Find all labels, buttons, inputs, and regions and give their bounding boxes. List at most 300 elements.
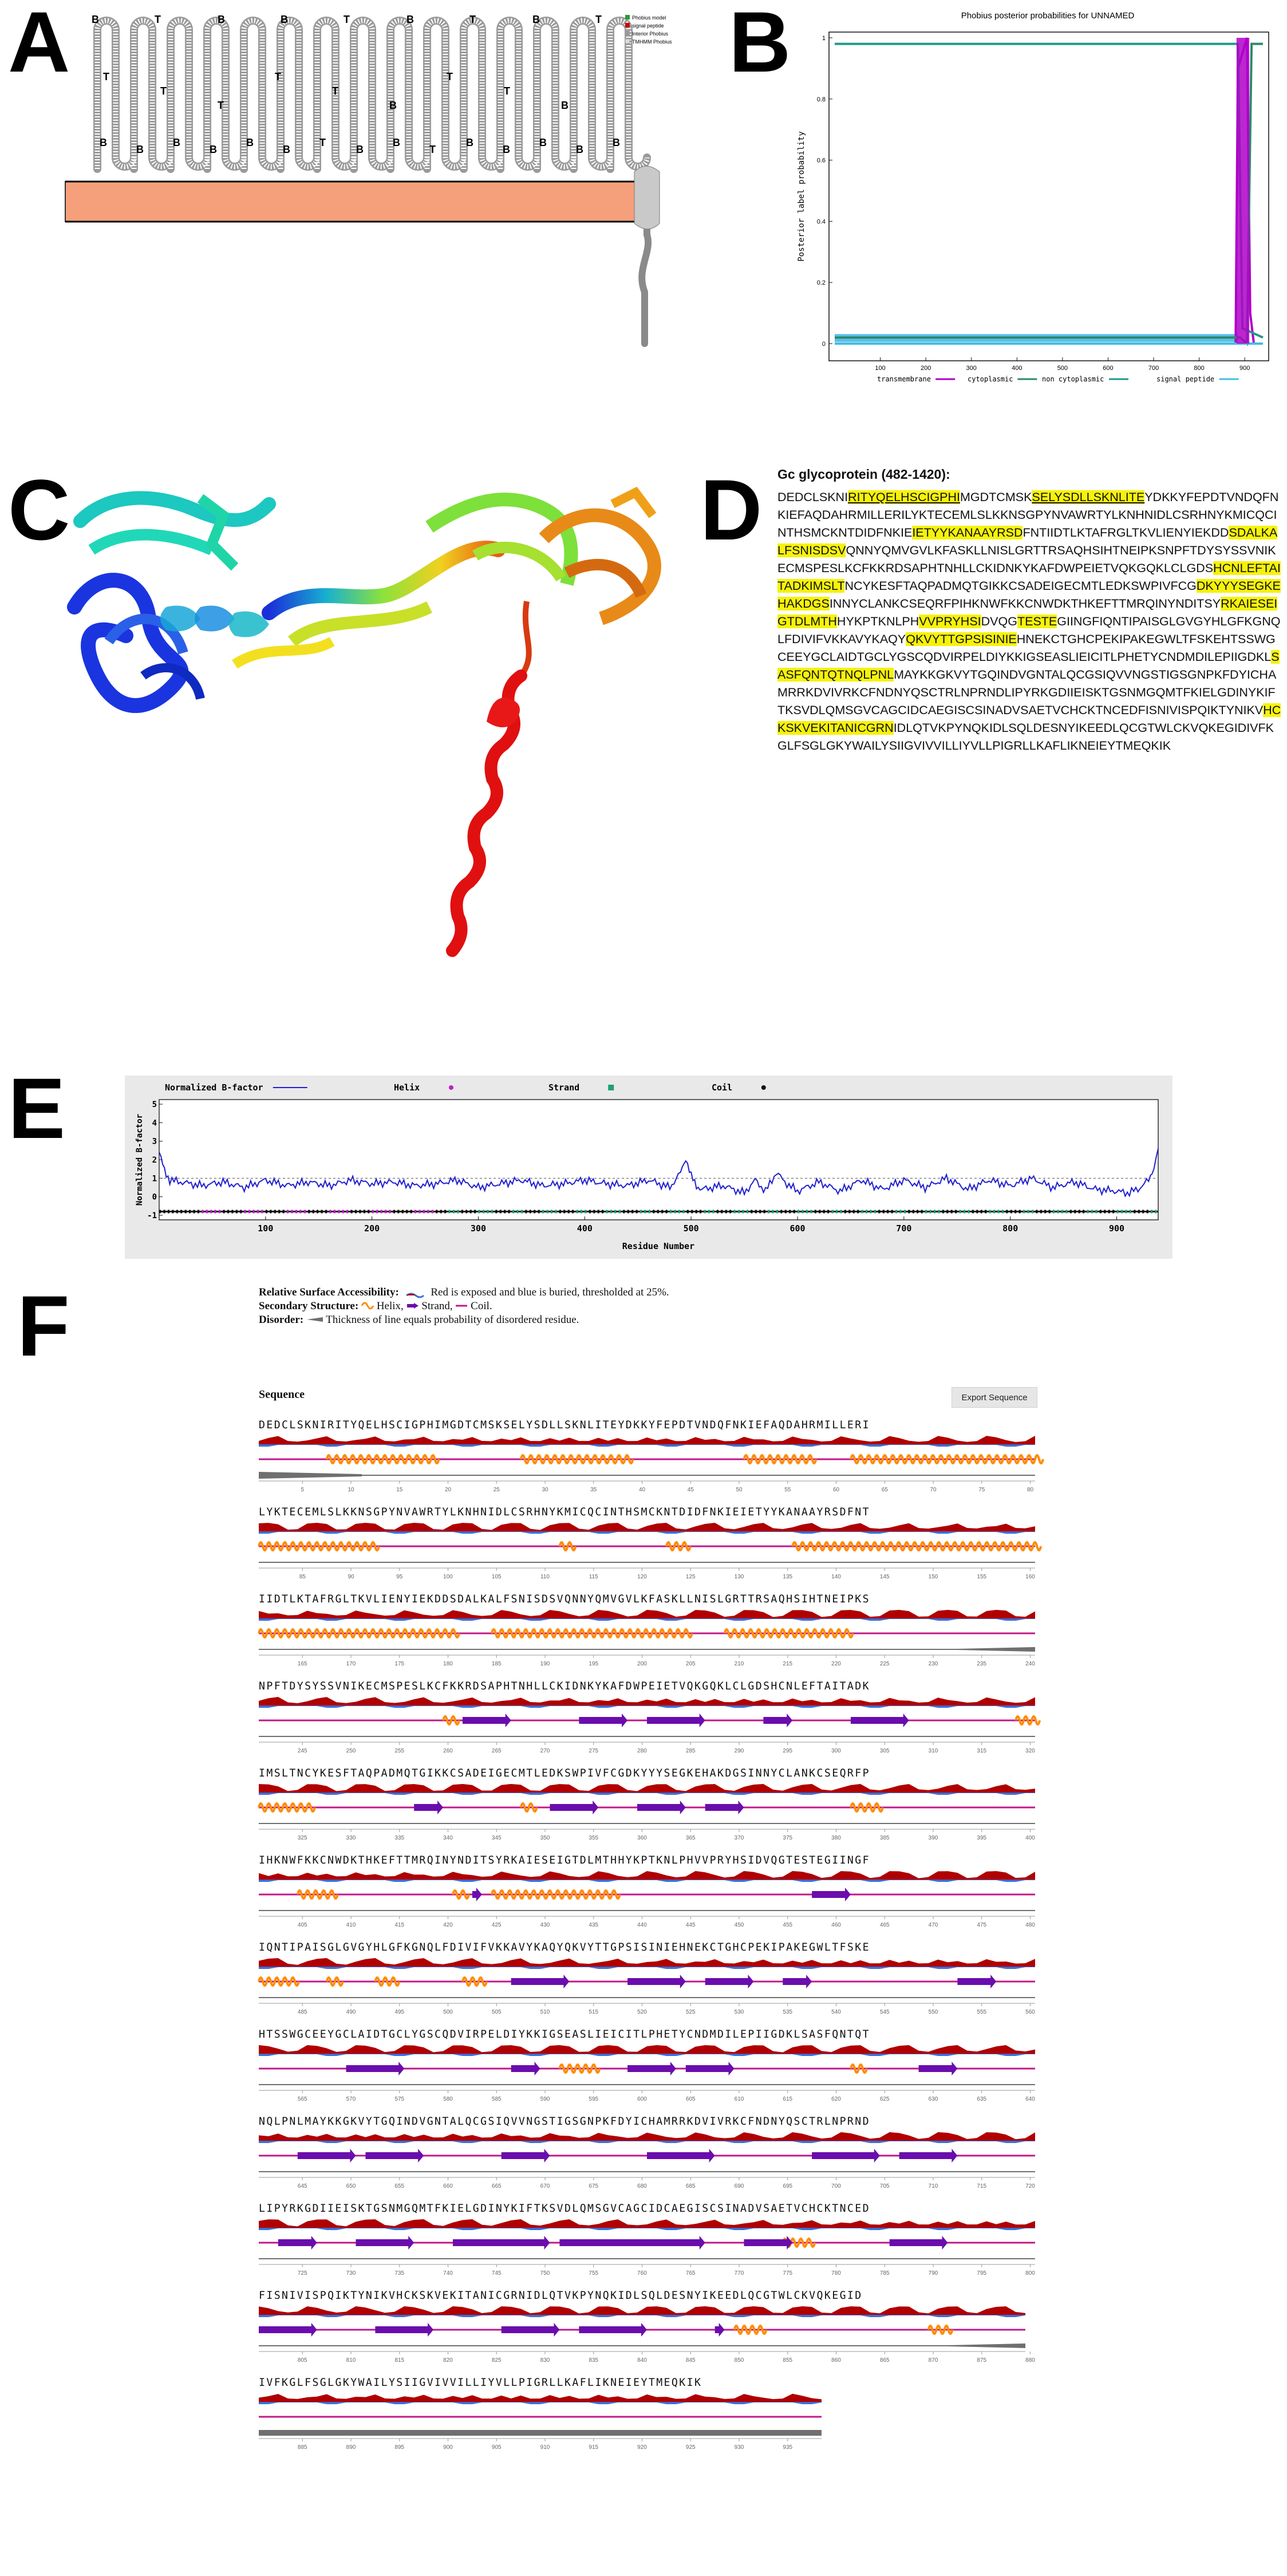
ss-mark (670, 1210, 672, 1214)
rsa-swatch-icon (405, 1292, 425, 1299)
legend-swatch-2 (625, 23, 630, 27)
row-tick-label: 285 (685, 1748, 696, 1754)
ss-mark (325, 1210, 327, 1214)
ss-mark (355, 1210, 357, 1214)
row-tick-label: 510 (540, 2009, 550, 2015)
strand-arrow (298, 2149, 356, 2163)
strand-arrow (812, 2149, 880, 2163)
y-tick-label: -1 (147, 1211, 157, 1220)
ss-mark (266, 1210, 267, 1214)
row-tick-label: 440 (637, 1922, 647, 1928)
row-tick-label: 685 (685, 2183, 696, 2189)
row-tick-label: 740 (443, 2270, 453, 2276)
blue-n-terminal-domain (74, 580, 269, 706)
rsa-buried (259, 1880, 1035, 1882)
ss-mark (470, 1210, 472, 1214)
strand-arrow (627, 2062, 676, 2075)
row-tick-label: 25 (493, 1487, 500, 1493)
ss-mark (1104, 1210, 1106, 1214)
x-tick-label: 500 (1057, 365, 1068, 372)
disorder-peak (922, 2343, 1025, 2348)
ss-mark (780, 1210, 782, 1214)
x-tick-label: 900 (1108, 1223, 1125, 1234)
row-tick-label: 655 (394, 2183, 405, 2189)
strand-arrow (356, 2236, 414, 2250)
phobius-ylabel: Posterior label probability (797, 131, 806, 262)
rsa-exposed (259, 2306, 1025, 2315)
row-tick-label: 450 (734, 1922, 744, 1928)
ss-mark (866, 1210, 867, 1214)
row-tick-label: 310 (928, 1748, 938, 1754)
ss-mark (159, 1210, 161, 1214)
ss-mark (440, 1210, 442, 1214)
sequence-row (259, 2377, 1035, 2451)
ss-mark (738, 1210, 740, 1214)
helix-swatch-icon (361, 1302, 374, 1309)
mark-bottom: B (136, 144, 144, 155)
ss-mark (419, 1210, 420, 1214)
ss-mark (1065, 1210, 1067, 1214)
row-tick-label: 425 (491, 1922, 502, 1928)
row-tick-label: 45 (687, 1487, 694, 1493)
row-tick-label: 640 (1025, 2096, 1035, 2102)
ss-mark (1023, 1210, 1025, 1214)
ss-mark (1014, 1210, 1016, 1214)
x-tick-label: 700 (1148, 365, 1159, 372)
row-tick-label: 40 (638, 1487, 646, 1493)
row-tick-label: 105 (491, 1574, 502, 1580)
ss-mark (193, 1210, 195, 1214)
legend-item-3: Interior Phobius (632, 31, 669, 37)
ss-mark (546, 1210, 548, 1214)
row-tick-label: 625 (879, 2096, 890, 2102)
row-tick-label: 795 (977, 2270, 987, 2276)
row-tick-label: 265 (491, 1748, 502, 1754)
ss-mark (261, 1210, 263, 1214)
ss-mark (840, 1210, 842, 1214)
strand-arrow (346, 2062, 405, 2075)
row-tick-label: 615 (783, 2096, 793, 2102)
ss-mark (551, 1210, 552, 1214)
ss-mark (474, 1210, 476, 1214)
row-tick-label: 570 (346, 2096, 356, 2102)
mark-mid: B (389, 100, 397, 111)
sequence-section-title: Sequence (259, 1388, 305, 1401)
legend-ss-label: Secondary Structure: (259, 1300, 359, 1312)
rsa-exposed (259, 2394, 822, 2402)
tm-helix (634, 166, 660, 229)
helix-segment (725, 1629, 853, 1637)
ss-mark (712, 1210, 714, 1214)
ss-mark (1121, 1210, 1123, 1214)
ss-mark (189, 1210, 191, 1214)
y-tick-label: 0.2 (816, 279, 826, 287)
ss-mark (985, 1210, 986, 1214)
legend-coil: Coil. (471, 1300, 492, 1312)
ss-mark (717, 1210, 718, 1214)
phobius-title: Phobius posterior probabilities for UNNAMED (961, 11, 1135, 21)
ss-mark (917, 1210, 918, 1214)
row-tick-label: 505 (491, 2009, 502, 2015)
ss-mark (381, 1210, 382, 1214)
ss-mark (568, 1210, 570, 1214)
row-tick-label: 215 (783, 1661, 793, 1667)
legend-label: signal peptide (1156, 375, 1215, 383)
row-tick-label: 850 (734, 2357, 744, 2364)
red-c-terminal-helix (452, 601, 529, 951)
row-tick-label: 775 (783, 2270, 793, 2276)
legend-label: non cytoplasmic (1042, 375, 1104, 383)
tm-block (1237, 38, 1249, 344)
x-tick-label: 600 (789, 1223, 806, 1234)
ss-mark (959, 1210, 961, 1214)
ss-mark (457, 1210, 459, 1214)
sequence-row (259, 1767, 1035, 1841)
rsa-exposed (259, 1523, 1035, 1531)
sequence-row (259, 2116, 1035, 2189)
y-tick-label: 0.4 (816, 218, 826, 226)
ss-mark (1044, 1210, 1046, 1214)
row-tick-label: 125 (685, 1574, 696, 1580)
row-tick-label: 255 (394, 1748, 405, 1754)
ss-mark (606, 1210, 608, 1214)
legend-item-1: Phobius model (632, 15, 666, 21)
ss-mark (589, 1210, 591, 1214)
helix-segment (851, 1455, 1043, 1463)
ss-mark (899, 1210, 901, 1214)
sequence-row-tracks (259, 2303, 1035, 2372)
sequence-row-text: IHKNWFKKCNWDKTHKEFTTMRQINYNDITSYRKAIESEIGTDLMTHHYKPTKNLPHVVPRYHSIDVQGTESTEGIINGF (259, 1854, 870, 1866)
ss-mark (465, 1210, 467, 1214)
row-tick-label: 920 (637, 2444, 647, 2451)
row-tick-label: 325 (297, 1835, 307, 1841)
ss-mark (1036, 1210, 1037, 1214)
row-tick-label: 695 (783, 2183, 793, 2189)
ss-mark (163, 1210, 165, 1214)
ss-mark (359, 1210, 361, 1214)
row-tick-label: 70 (930, 1487, 937, 1493)
ss-mark (989, 1210, 991, 1214)
legend-disorder-text: Thickness of line equals probability of disordered residue. (326, 1314, 579, 1326)
ss-mark (819, 1210, 820, 1214)
ss-mark (913, 1210, 914, 1214)
gc-sequence-text: DEDCLSKNIRITYQELHSCIGPHIMGDTCMSKSELYSDLLSKNLITEYDKKYFEPDTVNDQFNKIEFAQDAHRMILLERILYKTECEMLSLKKNSGPYNVAWRTYLKNHNIDLCSRHNYKMICQCINTHSMCKNTDIDFNKIEIETYYKANAAYRSDFNTIIDTLKTAFRGLTKVLIENYIEKDDSDALKALFSNISDSVQNNYQMVGVLKFASKLLNISLGRTTRSAQHSIHTNEIPKSNPFTDYSYSSVNIKECMSPESLKCFKKRDSAPHTNHLLCKIDNKYKAFDWPEIETVQKGQKLCLGDSHCNLEFTAITADKIMSLTNCYKESFTAQPADMQTGIKKCSADEIGECMTLEDKSWPIVFCGDKYYYSEGKEHAKDGSINNYCLANKCSEQRFPIHKNWFKKCNWDKTHKEFTTMRQINYNDITSYRKAIESEIGTDLMTHHYKPTKNLPHVVPRYHSIDVQGTESTEGIINGFIQNTIPAISGLGVGYHLGFKGNQLFDIVIFVKKAVYKAQYQKVYTTGPSISINIEHNEKCTGHCPEKIPAKEGWLTFSKEHTSSWGCEEYGCLAIDTGCLYGSCQDVIRPELDIYKKIGSEASLIEICITLPHETYCNDMDILEPIIGDKLSASFQNTQTNQLPNLMAYKKGKVYTGQINDVGNTALQCGSIQVVNGSTIGSGNPKFDYICHAMRRKDVIVRKCFNDNYQSCTRLNPRNDLIPYRKGDIIEISKTGSNMGQMTFKIELGDINYKIFTKSVDLQMSGVCAGCIDCAEGISCSINADVSAETVCHCKTNCEDFISNIVISPQIKTYNIKVHCKSKVEKITANICGRNIDLQTVKPYNQKIDLSQLDESNYIKEEDLQCGTWLCKVQKEGIDIVFKGLFSGLGKYWAILYSIIGVIVVILLIYVLLPIGRLLKAFLIKNEIEYTMEQKIK (777, 490, 1281, 753)
row-tick-label: 225 (879, 1661, 890, 1667)
row-tick-label: 345 (491, 1835, 502, 1841)
ss-mark (248, 1210, 250, 1214)
ss-mark (870, 1210, 871, 1214)
mark-bottom: B (100, 137, 107, 148)
ss-mark (857, 1210, 859, 1214)
ss-mark (734, 1210, 736, 1214)
row-tick-label: 110 (540, 1574, 550, 1580)
rsa-buried (259, 2228, 1035, 2230)
rsa-exposed (259, 1958, 1035, 1967)
row-tick-label: 10 (348, 1487, 354, 1493)
ss-mark (619, 1210, 621, 1214)
row-tick-label: 540 (831, 2009, 841, 2015)
mark-bottom: B (539, 137, 547, 148)
y-tick-label: 0 (822, 341, 826, 348)
sequence-row (259, 1680, 1035, 1754)
rsa-buried (259, 1531, 1035, 1534)
row-tick-label: 885 (297, 2444, 307, 2451)
sequence-row-tracks (259, 1694, 1039, 1763)
ss-mark (1155, 1210, 1156, 1214)
mark-top: T (155, 14, 161, 25)
mark-mid: T (103, 71, 109, 82)
row-tick-label: 770 (734, 2270, 744, 2276)
ss-mark (742, 1210, 744, 1214)
strand-arrow (705, 1975, 754, 1988)
mark-bottom: B (503, 144, 510, 155)
ss-mark (525, 1210, 527, 1214)
rsa-exposed (259, 2132, 1035, 2141)
strand-arrow (686, 2062, 735, 2075)
strand-arrow (919, 2062, 958, 2075)
row-tick-label: 35 (590, 1487, 597, 1493)
sequence-row-tracks (259, 1433, 1039, 1502)
ss-mark (747, 1210, 748, 1214)
row-tick-label: 930 (734, 2444, 744, 2451)
ss-mark (751, 1210, 752, 1214)
sequence-row (259, 2203, 1035, 2276)
row-tick-label: 735 (394, 2270, 405, 2276)
sequence-row-text: HTSSWGCEEYGCLAIDTGCLYGSCQDVIRPELDIYKKIGSEASLIEICITLPHETYCNDMDILEPIIGDKLSASFQNTQT (259, 2028, 870, 2041)
ss-mark (1070, 1210, 1072, 1214)
strand-arrow (559, 2236, 705, 2250)
ss-mark (559, 1210, 561, 1214)
sequence-row (259, 2290, 1035, 2364)
mark-bottom: B (613, 137, 620, 148)
ss-mark (661, 1210, 663, 1214)
row-tick-label: 280 (637, 1748, 647, 1754)
x-tick-label: 100 (258, 1223, 274, 1234)
legend-label: cytoplasmic (968, 375, 1013, 383)
row-tick-label: 180 (443, 1661, 453, 1667)
row-tick-label: 580 (443, 2096, 453, 2102)
ss-mark (317, 1210, 318, 1214)
ss-mark (836, 1210, 838, 1214)
sequence-row (259, 1854, 1035, 1928)
row-tick-label: 205 (685, 1661, 696, 1667)
ss-mark (678, 1210, 680, 1214)
legend-swatch-3 (625, 31, 630, 36)
rsa-buried (259, 1967, 1035, 1969)
ss-mark (576, 1210, 578, 1214)
ss-mark (1049, 1210, 1051, 1214)
ss-mark (649, 1210, 650, 1214)
cyan-domain (80, 498, 269, 567)
ss-mark (585, 1210, 586, 1214)
strand-arrow (579, 2323, 647, 2337)
coil-swatch-icon (455, 1302, 468, 1309)
ss-mark (891, 1210, 893, 1214)
ss-mark (508, 1210, 510, 1214)
row-tick-label: 780 (831, 2270, 841, 2276)
mark-top: B (406, 14, 414, 25)
legend-rsa-label: Relative Surface Accessibility: (259, 1286, 399, 1298)
ss-mark (270, 1210, 271, 1214)
ss-mark (878, 1210, 880, 1214)
ss-mark (516, 1210, 518, 1214)
mark-bottom: B (210, 144, 217, 155)
row-tick-label: 385 (879, 1835, 890, 1841)
row-tick-label: 680 (637, 2183, 647, 2189)
sequence-row-tracks (259, 1781, 1039, 1850)
row-tick-label: 50 (736, 1487, 743, 1493)
panel-label-b: B (729, 0, 791, 90)
bfactor-plot-area (159, 1100, 1158, 1220)
ss-mark (295, 1210, 297, 1214)
legend-label: Coil (712, 1082, 733, 1093)
mark-mid: T (504, 85, 510, 97)
gc-title: Gc glycoprotein (482-1420): (777, 467, 950, 482)
row-tick-label: 890 (346, 2444, 356, 2451)
mark-mid: T (275, 71, 281, 82)
row-tick-label: 135 (783, 1574, 793, 1580)
row-tick-label: 645 (297, 2183, 307, 2189)
sequence-row (259, 2028, 1035, 2102)
green-yellow-domain (235, 499, 571, 664)
row-tick-label: 515 (589, 2009, 599, 2015)
rsa-exposed (259, 2045, 1035, 2054)
ss-mark (479, 1210, 480, 1214)
ss-mark (925, 1210, 927, 1214)
ss-mark (329, 1210, 331, 1214)
ss-mark (202, 1210, 203, 1214)
row-tick-label: 750 (540, 2270, 550, 2276)
panel-label-f: F (17, 1278, 70, 1374)
row-tick-label: 240 (1025, 1661, 1035, 1667)
helix-segment (1016, 1716, 1040, 1724)
strand-arrow (414, 1801, 443, 1814)
ss-mark (666, 1210, 668, 1214)
row-tick-label: 420 (443, 1922, 453, 1928)
ss-mark (414, 1210, 416, 1214)
y-tick-label: 1 (822, 35, 826, 42)
row-tick-label: 405 (297, 1922, 307, 1928)
ss-mark (776, 1210, 778, 1214)
ss-mark (725, 1210, 727, 1214)
mark-top: T (595, 14, 602, 25)
ss-mark (640, 1210, 642, 1214)
row-tick-label: 485 (297, 2009, 307, 2015)
row-tick-label: 600 (637, 2096, 647, 2102)
row-tick-label: 875 (977, 2357, 987, 2364)
row-tick-label: 760 (637, 2270, 647, 2276)
row-tick-label: 170 (346, 1661, 356, 1667)
strand-arrow (463, 1714, 511, 1727)
x-tick-label: 400 (1012, 365, 1023, 372)
ss-mark (1134, 1210, 1135, 1214)
row-tick-label: 245 (297, 1748, 307, 1754)
ss-mark (500, 1210, 502, 1214)
row-tick-label: 80 (1027, 1487, 1034, 1493)
rsa-buried (259, 2054, 1035, 2056)
ss-mark (278, 1210, 280, 1214)
row-tick-label: 355 (589, 1835, 599, 1841)
ss-mark (448, 1210, 450, 1214)
row-tick-label: 460 (831, 1922, 841, 1928)
ss-mark (240, 1210, 242, 1214)
disorder-peak (259, 1472, 362, 1479)
row-tick-label: 140 (831, 1574, 841, 1580)
row-tick-label: 840 (637, 2357, 647, 2364)
row-tick-label: 620 (831, 2096, 841, 2102)
ss-mark (815, 1210, 816, 1214)
ss-mark (521, 1210, 523, 1214)
row-tick-label: 185 (491, 1661, 502, 1667)
row-tick-label: 435 (589, 1922, 599, 1928)
row-tick-label: 415 (394, 1922, 405, 1928)
row-tick-label: 350 (540, 1835, 550, 1841)
row-tick-label: 195 (589, 1661, 599, 1667)
row-tick-label: 720 (1025, 2183, 1035, 2189)
ss-mark (223, 1210, 225, 1214)
panel-label-a: A (8, 0, 70, 90)
ss-mark (827, 1210, 829, 1214)
sequence-row-text: IMSLTNCYKESFTAQPADMQTGIKKCSADEIGECMTLEDKSWPIVFCGDKYYYSEGKEHAKDGSINNYCLANKCSEQRFP (259, 1767, 870, 1779)
row-tick-label: 845 (685, 2357, 696, 2364)
row-tick-label: 715 (977, 2183, 987, 2189)
ss-mark (976, 1210, 978, 1214)
rsa-exposed (259, 1784, 1035, 1793)
ss-mark (397, 1210, 399, 1214)
legend-disorder-label: Disorder: (259, 1314, 304, 1326)
mark-bottom: B (576, 144, 583, 155)
ss-mark (210, 1210, 212, 1214)
y-tick-label: 1 (152, 1174, 157, 1184)
row-tick-label: 175 (394, 1661, 405, 1667)
strand-arrow (783, 1975, 812, 1988)
row-tick-label: 590 (540, 2096, 550, 2102)
rsa-buried (259, 1705, 1035, 1708)
sequence-row-text: DEDCLSKNIRITYQELHSCIGPHIMGDTCMSKSELYSDLLSKNLITEYDKKYFEPDTVNDQFNKIEFAQDAHRMILLERI (259, 1419, 870, 1431)
phobius-legend (877, 375, 1239, 383)
ss-mark (981, 1210, 982, 1214)
row-tick-label: 605 (685, 2096, 696, 2102)
ss-mark (1006, 1210, 1008, 1214)
row-tick-label: 30 (542, 1487, 548, 1493)
ss-mark (321, 1210, 322, 1214)
helix-segment (735, 2326, 767, 2334)
row-tick-label: 660 (443, 2183, 453, 2189)
rsa-exposed (259, 1871, 1035, 1880)
disorder-peak (932, 1647, 1035, 1652)
row-tick-label: 335 (394, 1835, 405, 1841)
row-tick-label: 475 (977, 1922, 987, 1928)
row-tick-label: 85 (299, 1574, 306, 1580)
legend-rsa-text: Red is exposed and blue is buried, thresholded at 25%. (431, 1286, 669, 1298)
ss-mark (253, 1210, 255, 1214)
row-tick-label: 20 (444, 1487, 452, 1493)
mark-bottom: B (356, 144, 364, 155)
ss-mark (1095, 1210, 1097, 1214)
ss-mark (895, 1210, 897, 1214)
ss-mark (402, 1210, 404, 1214)
ss-mark (755, 1210, 757, 1214)
ss-mark (1091, 1210, 1093, 1214)
panel-label-d: D (700, 462, 763, 558)
helix-segment (375, 1978, 399, 1986)
ss-mark (708, 1210, 710, 1214)
export-sequence-button[interactable]: Export Sequence (952, 1387, 1037, 1408)
row-tick-label: 935 (783, 2444, 793, 2451)
row-tick-label: 790 (928, 2270, 938, 2276)
ss-mark (1061, 1210, 1063, 1214)
x-tick-label: 200 (364, 1223, 380, 1234)
